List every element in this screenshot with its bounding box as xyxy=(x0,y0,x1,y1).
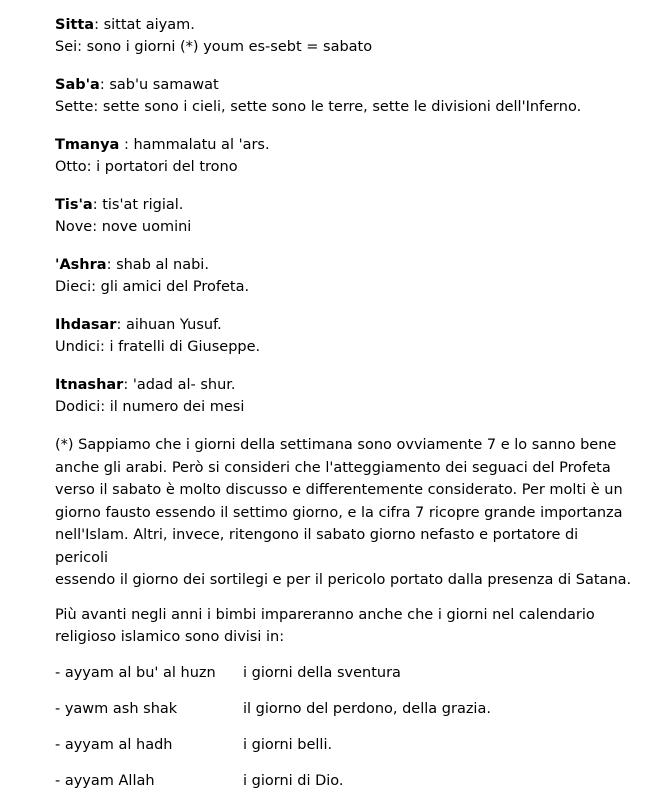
list-item xyxy=(55,698,635,734)
entry-separator: : xyxy=(116,317,126,333)
footnote-line: giorno fausto essendo il settimo giorno, e la cifra 7 ricopre grande importanza xyxy=(55,504,623,521)
entry-arabic: sab'u samawat xyxy=(109,77,219,93)
list-item-arabic: - yawm ash shak xyxy=(55,700,178,717)
entry-term: 'Ashra xyxy=(55,257,107,273)
footnote-paragraph xyxy=(55,434,635,592)
list-item-meaning: i giorni di Dio. xyxy=(243,772,344,789)
footnote-line: verso il sabato è molto discusso e differentemente considerato. Per molti è un xyxy=(55,482,623,498)
number-entry-eight xyxy=(55,134,635,178)
days-list xyxy=(55,662,635,806)
entry-separator: : xyxy=(123,377,133,393)
entry-term: Ihdasar xyxy=(55,317,117,333)
entry-translation: Nove: nove uomini xyxy=(55,219,192,235)
entry-heading xyxy=(55,314,635,336)
number-entry-eleven xyxy=(55,314,635,358)
list-item xyxy=(55,734,635,770)
entry-arabic: tis'at rigial. xyxy=(102,197,184,213)
entry-translation: Otto: i portatori del trono xyxy=(55,159,238,175)
list-item-meaning: i giorni belli. xyxy=(243,736,333,753)
entry-separator: : xyxy=(106,257,117,273)
entry-heading xyxy=(55,254,635,276)
document-page xyxy=(55,14,635,806)
number-entry-ten xyxy=(55,254,635,298)
entry-translation: Sette: sette sono i cieli, sette sono le terre, sette le divisioni dell'Inferno. xyxy=(55,99,582,115)
number-entry-seven xyxy=(55,74,635,118)
entry-heading xyxy=(55,74,635,96)
list-item-arabic: - ayyam al hadh xyxy=(55,736,173,753)
entry-heading xyxy=(55,194,635,216)
entry-term: Itnashar xyxy=(55,377,124,393)
entry-heading xyxy=(55,14,635,36)
entry-arabic: 'adad al- shur. xyxy=(132,377,236,393)
entry-arabic: hammalatu al 'ars. xyxy=(133,137,270,153)
footnote-line: (*) Sappiamo che i giorni della settimana sono ovviamente 7 e lo sanno bene xyxy=(55,437,617,453)
entry-translation: Sei: sono i giorni (*) youm es-sebt = sabato xyxy=(55,39,373,55)
entry-term: Sitta xyxy=(55,17,95,33)
intro-paragraph xyxy=(55,604,635,648)
entry-term: Sab'a xyxy=(55,77,100,93)
entry-term: Tis'a xyxy=(55,197,93,213)
intro-line: religioso islamico sono divisi in: xyxy=(55,628,285,645)
list-item-arabic: - ayyam al bu' al huzn xyxy=(55,664,216,681)
entry-arabic: sittat aiyam. xyxy=(103,17,195,33)
number-entry-twelve xyxy=(55,374,635,418)
entry-translation: Undici: i fratelli di Giuseppe. xyxy=(55,339,261,355)
list-item-arabic: - ayyam Allah xyxy=(55,772,155,789)
entry-arabic: shab al nabi. xyxy=(116,257,209,273)
entry-translation: Dodici: il numero dei mesi xyxy=(55,399,245,415)
entry-separator: : xyxy=(94,17,104,33)
footnote-line: nell'Islam. Altri, invece, ritengono il sabato giorno nefasto e portatore di pericoli xyxy=(55,527,579,566)
intro-line: Più avanti negli anni i bimbi impareranno anche che i giorni nel calendario xyxy=(55,606,595,623)
entry-heading xyxy=(55,374,635,396)
number-entry-nine xyxy=(55,194,635,238)
entry-separator: : xyxy=(99,77,110,93)
entry-separator: : xyxy=(92,197,103,213)
list-item-meaning: i giorni della sventura xyxy=(243,664,401,681)
list-item xyxy=(55,770,635,806)
entry-arabic: aihuan Yusuf. xyxy=(125,317,222,333)
footnote-line: essendo il giorno dei sortilegi e per il pericolo portato dalla presenza di Satana. xyxy=(55,572,632,588)
list-item-meaning: il giorno del perdono, della grazia. xyxy=(243,700,491,717)
list-item xyxy=(55,662,635,698)
footnote-line: anche gli arabi. Però si consideri che l'atteggiamento dei seguaci del Profeta xyxy=(55,459,611,476)
entry-translation: Dieci: gli amici del Profeta. xyxy=(55,279,250,295)
entry-separator: : xyxy=(119,137,134,153)
entry-heading xyxy=(55,134,635,156)
number-entry-six xyxy=(55,14,635,58)
entry-term: Tmanya xyxy=(55,137,120,153)
